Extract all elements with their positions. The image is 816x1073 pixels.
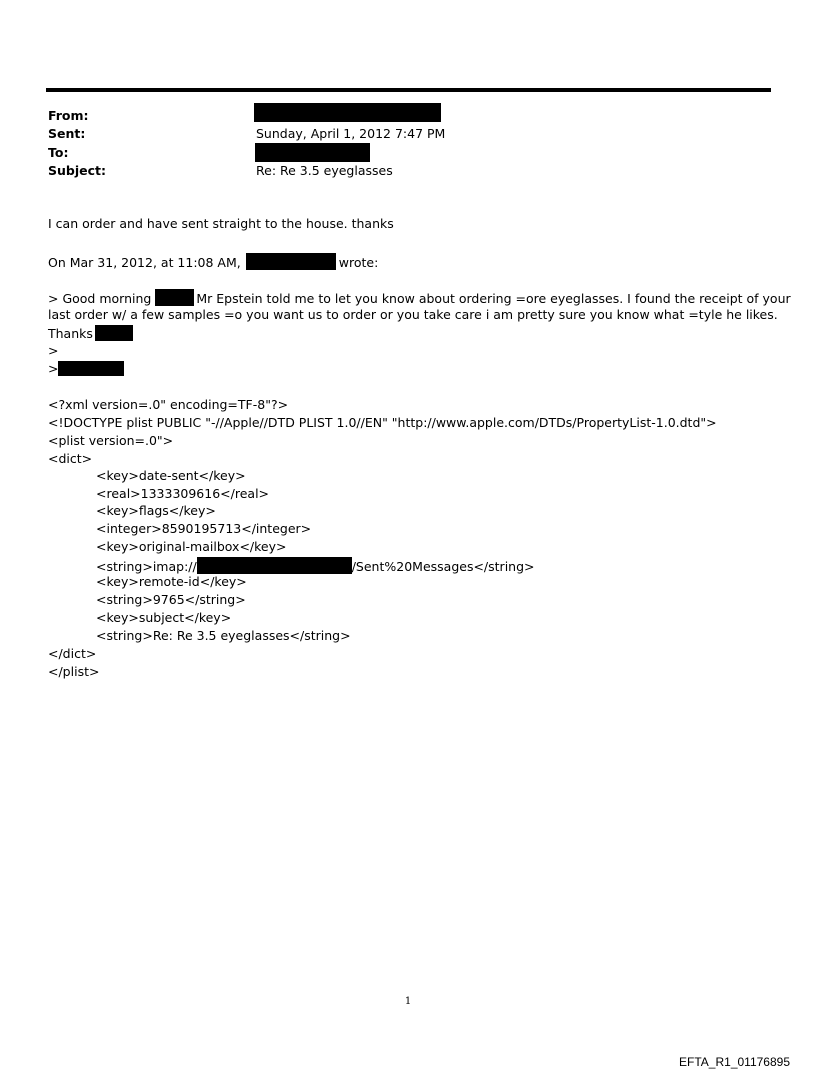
plist-line-2: <!DOCTYPE plist PUBLIC "-//Apple//DTD PLIST 1.0//EN" "http://www.apple.com/DTDs/PropertyList-1.0.dtd"> bbox=[48, 415, 717, 430]
from-redaction bbox=[254, 103, 441, 122]
to-redaction bbox=[255, 143, 370, 162]
plist-line-5: <key>date-sent</key> bbox=[96, 468, 246, 483]
plist-line-9: <key>original-mailbox</key> bbox=[96, 539, 287, 554]
plist-string-open: <string>imap:// bbox=[96, 559, 197, 574]
plist-string-close: /Sent%20Messages</string> bbox=[351, 559, 535, 574]
quote-intro-before: On Mar 31, 2012, at 11:08 AM, bbox=[48, 255, 241, 270]
quote-intro-after: wrote: bbox=[338, 255, 379, 270]
signature-redaction bbox=[95, 325, 133, 341]
sent-label: Sent: bbox=[48, 126, 86, 141]
quote-line-3 bbox=[48, 325, 133, 342]
plist-line-14: <string>Re: Re 3.5 eyeglasses</string> bbox=[96, 628, 351, 643]
header-rule bbox=[46, 88, 771, 92]
plist-line-10 bbox=[96, 557, 535, 575]
sent-value: Sunday, April 1, 2012 7:47 PM bbox=[256, 126, 446, 141]
quote-line-4: > bbox=[48, 343, 59, 358]
plist-line-13: <key>subject</key> bbox=[96, 610, 232, 625]
subject-label: Subject: bbox=[48, 163, 106, 178]
quote-marker: > bbox=[48, 361, 59, 376]
quote-text-1: Mr Epstein told me to let you know about ordering =ore eyeglasses. I found the receipt of your bbox=[196, 291, 791, 306]
to-label: To: bbox=[48, 145, 69, 160]
from-label: From: bbox=[48, 108, 89, 123]
quote-line-1 bbox=[48, 289, 791, 307]
plist-line-8: <integer>8590195713</integer> bbox=[96, 521, 312, 536]
quote-line-5 bbox=[48, 361, 124, 377]
sender-redaction bbox=[246, 253, 336, 270]
quote-greeting: > Good morning bbox=[48, 291, 152, 306]
plist-line-3: <plist version=.0"> bbox=[48, 433, 174, 448]
plist-line-6: <real>1333309616</real> bbox=[96, 486, 270, 501]
plist-line-15: </dict> bbox=[48, 646, 97, 661]
page-number: 1 bbox=[404, 996, 412, 1007]
plist-line-16: </plist> bbox=[48, 664, 100, 679]
plist-line-4: <dict> bbox=[48, 451, 93, 466]
reply-text: I can order and have sent straight to the house. thanks bbox=[48, 216, 394, 231]
plist-line-12: <string>9765</string> bbox=[96, 592, 246, 607]
mailbox-redaction bbox=[197, 557, 352, 574]
plist-line-11: <key>remote-id</key> bbox=[96, 574, 247, 589]
document-id: EFTA_R1_01176895 bbox=[679, 1055, 790, 1069]
quote-line-2: last order w/ a few samples =o you want us to order or you take care i am pretty sure you know what =tyle he likes. bbox=[48, 307, 778, 322]
plist-line-7: <key>flags</key> bbox=[96, 503, 216, 518]
plist-line-1: <?xml version=.0" encoding=TF-8"?> bbox=[48, 397, 289, 412]
line-redaction bbox=[58, 361, 124, 376]
subject-value: Re: Re 3.5 eyeglasses bbox=[256, 163, 393, 178]
quote-thanks: Thanks bbox=[48, 326, 93, 341]
name-redaction bbox=[155, 289, 194, 306]
quote-intro bbox=[48, 253, 378, 271]
